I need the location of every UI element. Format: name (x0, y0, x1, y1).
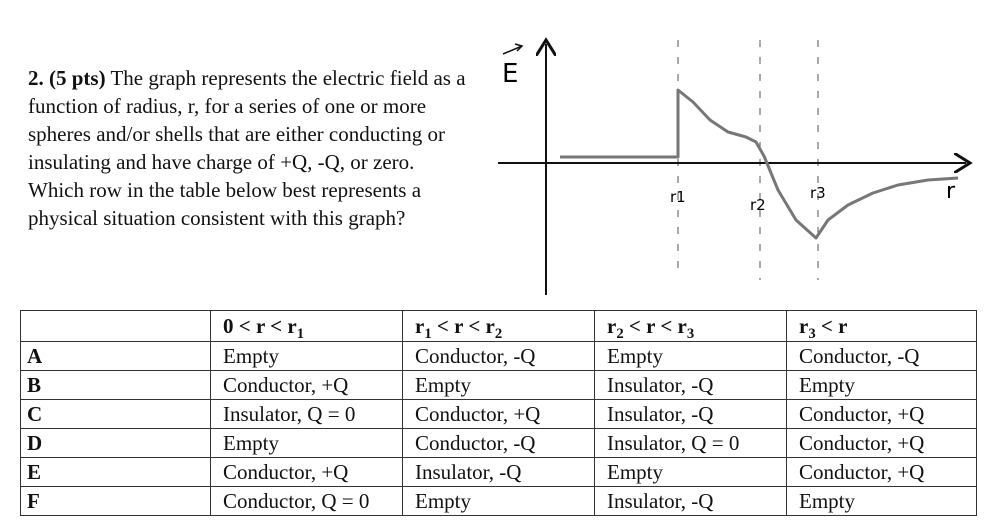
table-cell: Empty (403, 371, 595, 400)
table-cell: Empty (595, 342, 787, 371)
column-header: $r_1 < r < r_2$ (403, 311, 595, 342)
graph-svg (488, 30, 978, 300)
table-cell: Insulator, Q = 0 (595, 429, 787, 458)
column-header: $0 < r < r_1$ (211, 311, 403, 342)
table-cell: Conductor, Q = 0 (211, 487, 403, 516)
table-cell: Insulator, -Q (595, 371, 787, 400)
table-cell: Empty (595, 458, 787, 487)
answer-table (20, 310, 977, 516)
y-axis-label-arrow (503, 46, 522, 54)
table-cell: Conductor, +Q (787, 429, 977, 458)
table-cell: Empty (787, 487, 977, 516)
r3-label: r3 (810, 184, 826, 202)
table-cell: Conductor, +Q (211, 458, 403, 487)
table-cell: Empty (787, 371, 977, 400)
row-label: B (21, 371, 211, 400)
table-row (21, 429, 977, 458)
x-axis-label: r (946, 179, 956, 204)
electric-field-graph (488, 30, 978, 300)
table-cell: Conductor, -Q (403, 342, 595, 371)
question-points: (5 pts) (49, 66, 106, 90)
row-label: C (21, 400, 211, 429)
table-cell: Conductor, +Q (211, 371, 403, 400)
table-row (21, 400, 977, 429)
question-body: The graph represents the electric field as a function of radius, r, for a series of one or more spheres and/or shells that are either conducting or insulating and have charge of +Q, -Q, or zero. Which row in the table below best represents a physical situation consistent with this graph? (28, 66, 466, 230)
table-cell: Empty (211, 429, 403, 458)
y-axis-label: E (502, 59, 519, 89)
table-cell: Conductor, +Q (403, 400, 595, 429)
table-cell: Insulator, -Q (595, 400, 787, 429)
table-cell: Conductor, +Q (787, 400, 977, 429)
header-row (21, 311, 977, 342)
row-label: F (21, 487, 211, 516)
r1-label: r1 (670, 188, 686, 206)
table-row (21, 487, 977, 516)
table-cell: Conductor, -Q (787, 342, 977, 371)
table-cell: Conductor, -Q (403, 429, 595, 458)
row-label: E (21, 458, 211, 487)
corner-cell (21, 311, 211, 342)
table-row (21, 371, 977, 400)
row-label: D (21, 429, 211, 458)
r2-label: r2 (750, 196, 766, 214)
column-header: $r_2 < r < r_3$ (595, 311, 787, 342)
table-cell: Insulator, -Q (403, 458, 595, 487)
table-cell: Insulator, -Q (595, 487, 787, 516)
table-cell: Conductor, +Q (787, 458, 977, 487)
table-cell: Empty (403, 487, 595, 516)
table-cell: Insulator, Q = 0 (211, 400, 403, 429)
table-cell: Empty (211, 342, 403, 371)
question-text (28, 64, 468, 232)
table-row (21, 458, 977, 487)
question-number: 2. (28, 66, 44, 90)
row-label: A (21, 342, 211, 371)
column-header: $r_3 < r$ (787, 311, 977, 342)
table-row (21, 342, 977, 371)
